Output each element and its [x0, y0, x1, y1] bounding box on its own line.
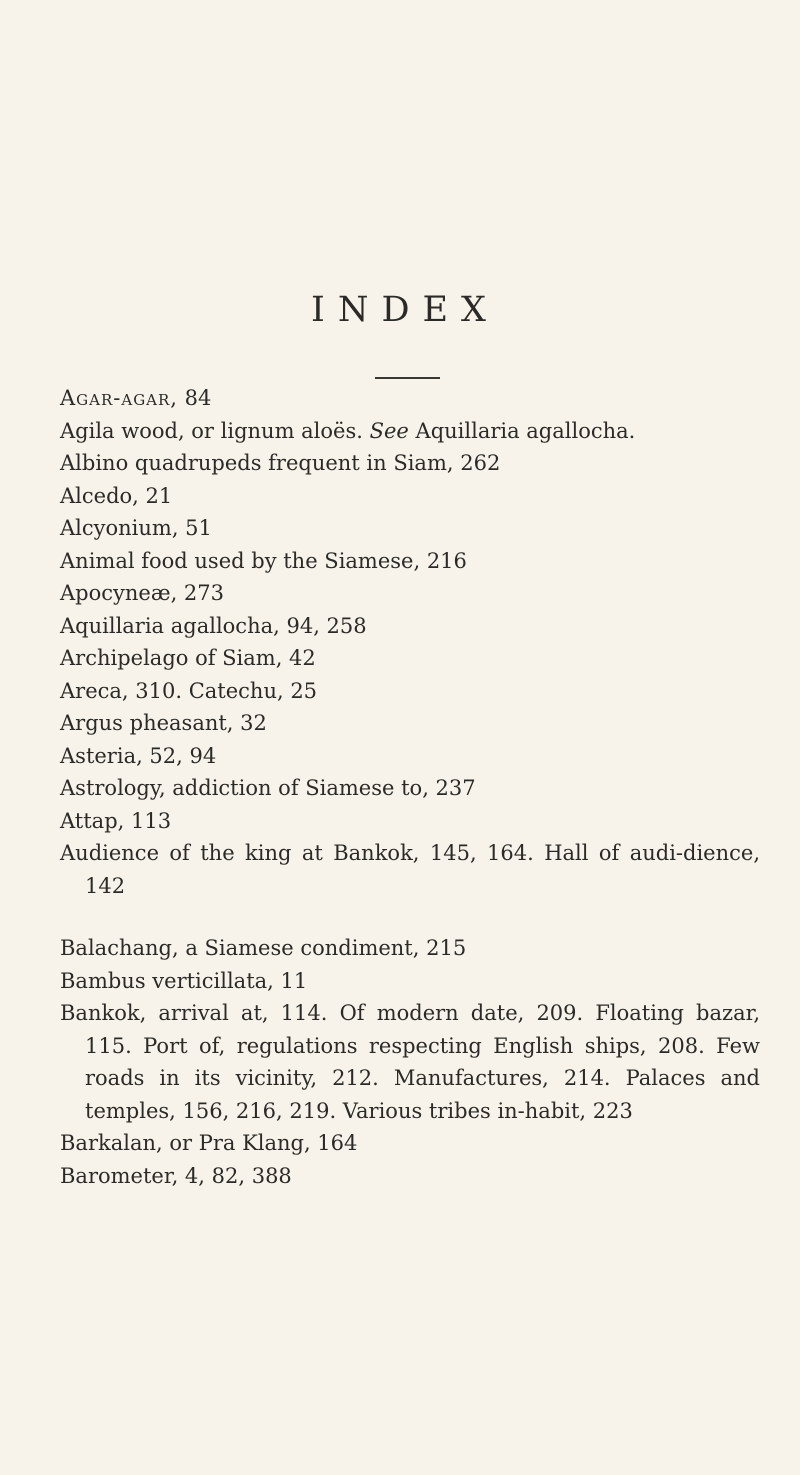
- see-reference: See: [369, 418, 409, 443]
- title-rule: [375, 377, 440, 379]
- entry-lead-small-caps: Agar-agar,: [60, 386, 178, 410]
- index-entry-areca: Areca, 310. Catechu, 25: [60, 678, 318, 703]
- entry-text: 84: [178, 386, 212, 410]
- index-entry-agila-wood: [60, 415, 760, 448]
- index-entry-argus: Argus pheasant, 32: [60, 711, 267, 735]
- index-entry-bankok: Bankok, arrival at, 114. Of modern date, 209. Floating bazar, 115. Port of, regulations respecting English ships, 208. Few roads in its vicinity, 212. Manufactures, 214. Palaces and temples, 156, 216, 219. Various tribes in-habit, 223: [60, 1001, 760, 1123]
- index-entry-audience: Audience of the king at Bankok, 145, 164. Hall of audi-dience, 142: [60, 841, 760, 898]
- index-entry-albino: Albino quadrupeds frequent in Siam, 262: [60, 451, 501, 475]
- index-entry-alcedo: Alcedo, 21: [60, 483, 173, 508]
- index-entry-asteria: Asteria, 52, 94: [60, 743, 217, 768]
- index-entry-barometer: Barometer, 4, 82, 388: [60, 1163, 292, 1188]
- page-title: INDEX: [311, 290, 499, 330]
- index-entry-balachang: Balachang, a Siamese condiment, 215: [60, 936, 467, 960]
- index-list: [60, 382, 760, 1192]
- index-entry-aquillaria: Aquillaria agallocha, 94, 258: [60, 613, 367, 638]
- index-entry-bambus: Bambus verticillata, 11: [60, 968, 308, 993]
- index-entry-astrology: Astrology, addiction of Siamese to, 237: [60, 776, 476, 800]
- index-entry-archipelago: Archipelago of Siam, 42: [60, 646, 316, 670]
- index-entry-barkalan: Barkalan, or Pra Klang, 164: [60, 1131, 358, 1155]
- index-entry-alcyonium: Alcyonium, 51: [60, 516, 212, 540]
- index-entry-attap: Attap, 113: [60, 808, 172, 833]
- index-entry-agar-agar: [60, 382, 760, 415]
- index-entry-apocyneae: Apocyneæ, 273: [60, 581, 225, 605]
- index-entry-animal-food: Animal food used by the Siamese, 216: [60, 548, 467, 573]
- entry-text: Agila wood, or lignum aloës.: [60, 418, 370, 443]
- entry-text-tail: Aquillaria agallocha.: [408, 418, 636, 443]
